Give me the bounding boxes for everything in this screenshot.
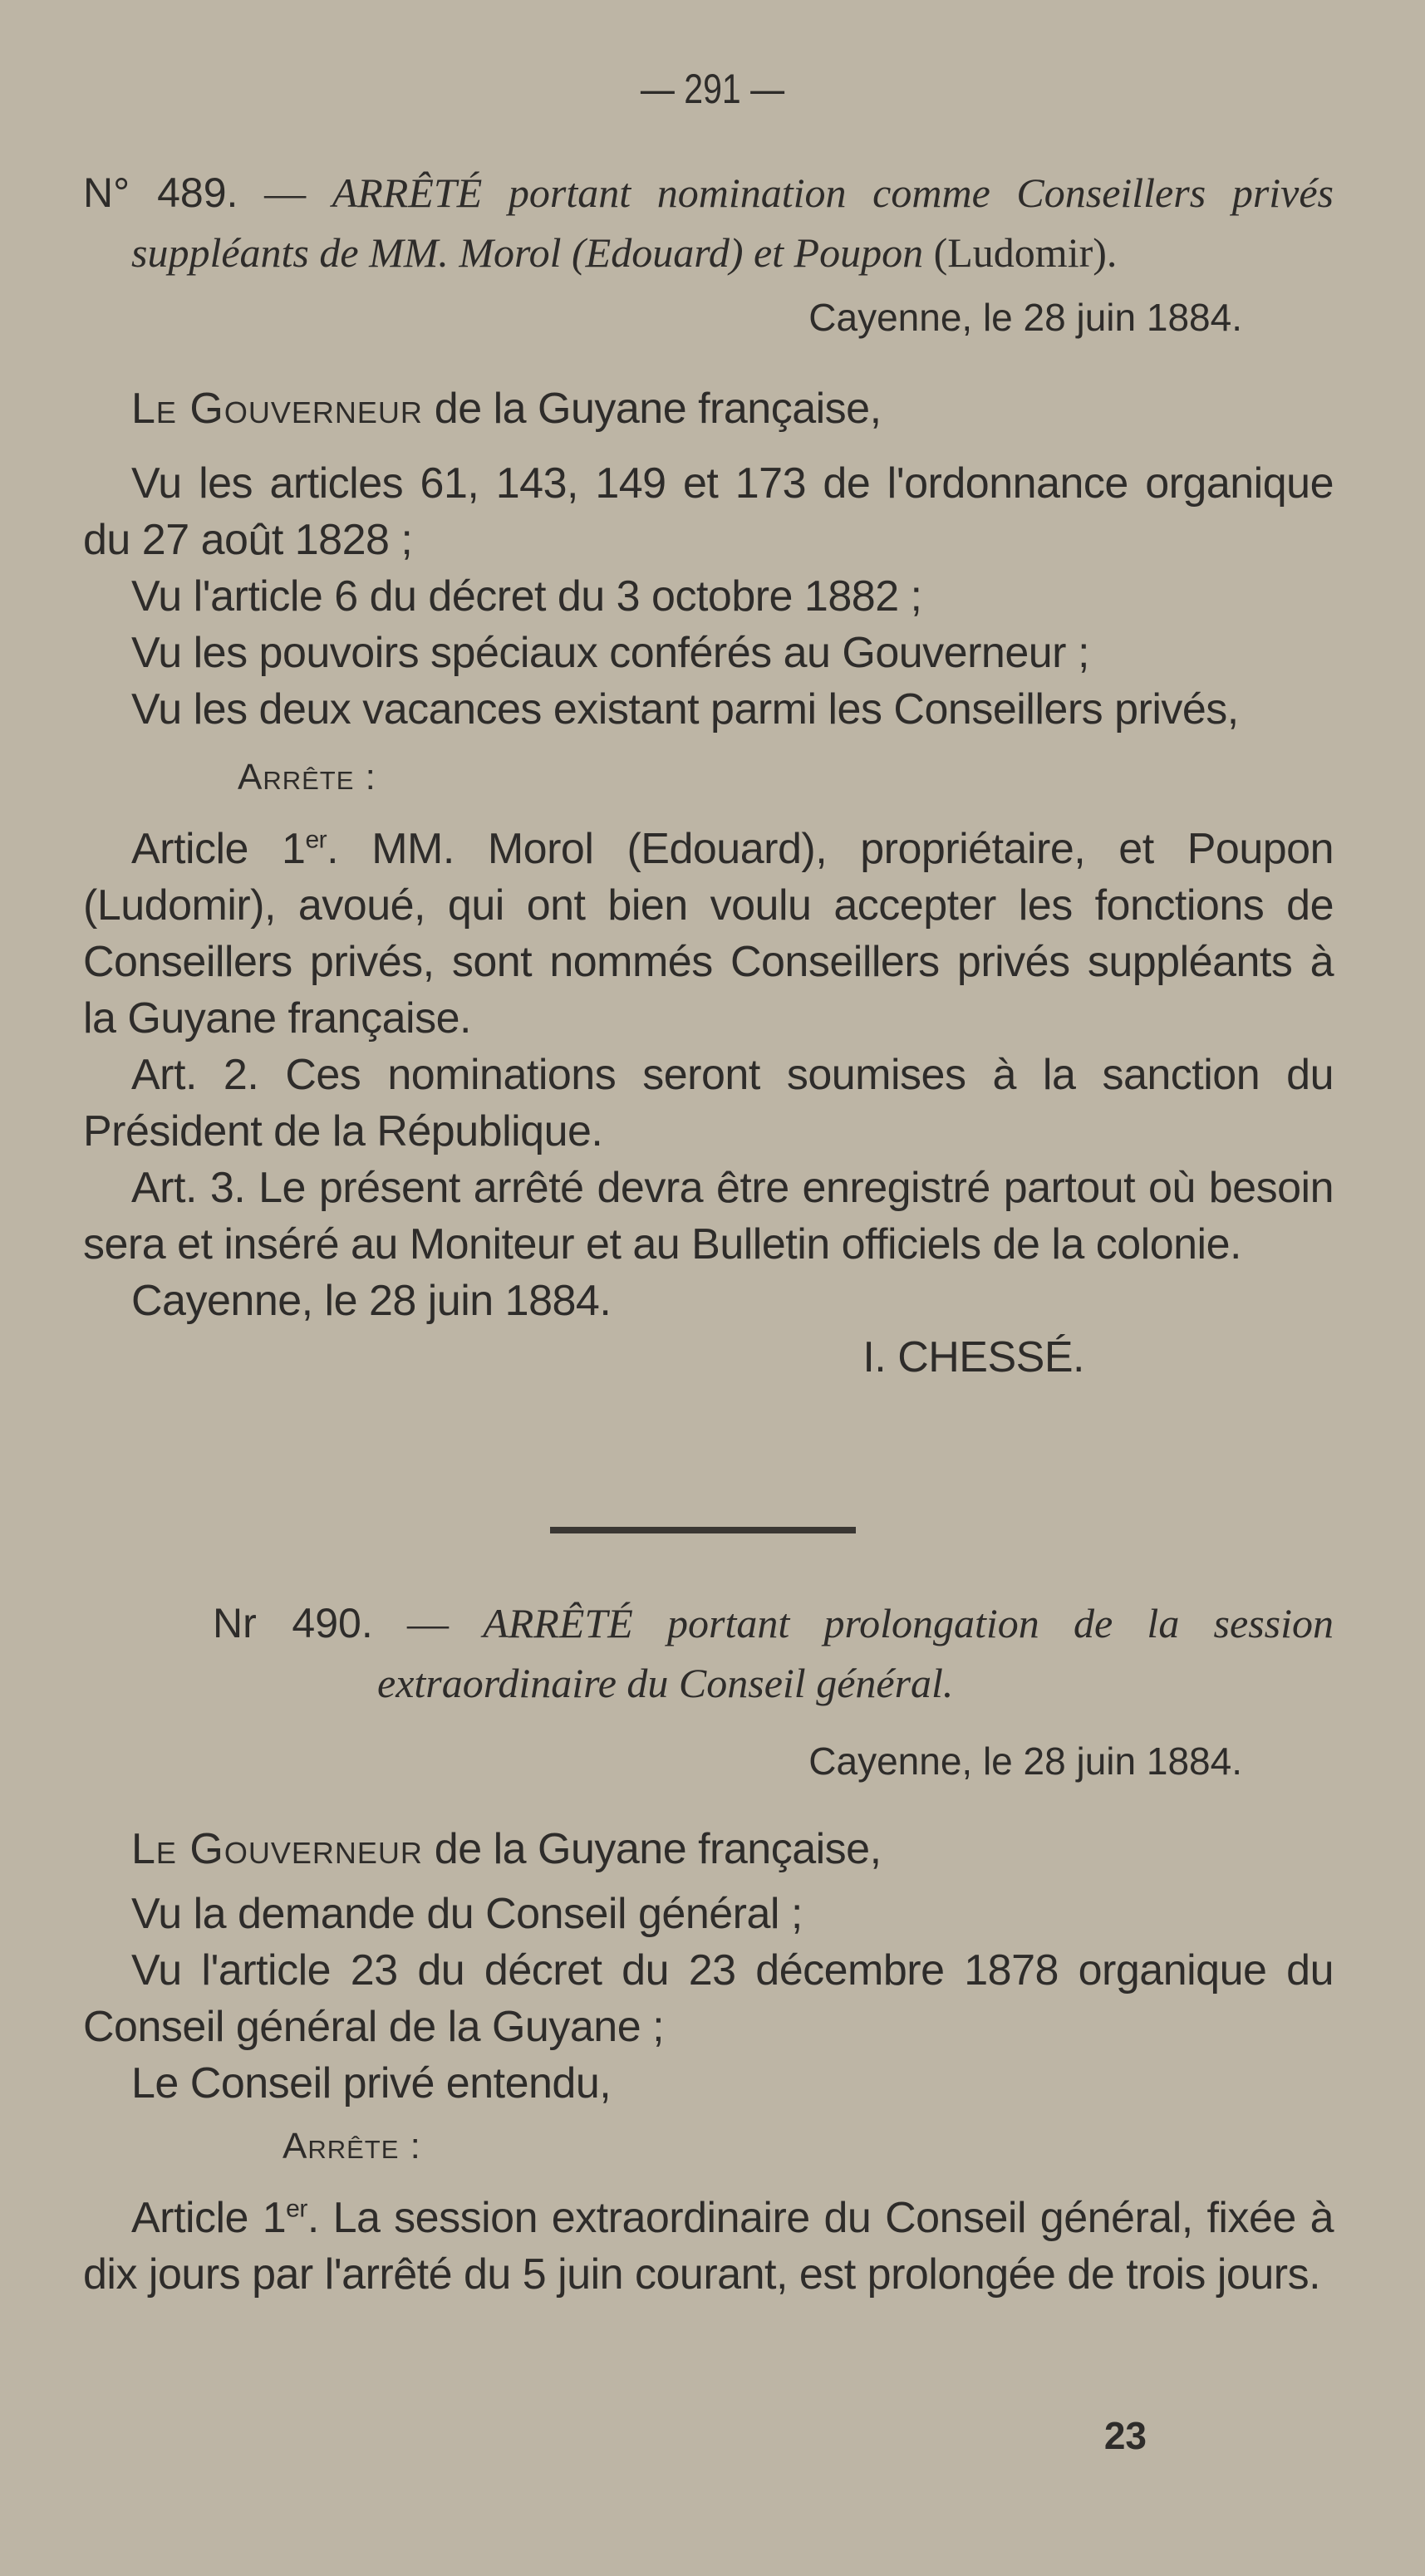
section-divider	[550, 1527, 856, 1533]
arrete-490-title-line2: extraordinaire du Conseil général.	[377, 1660, 954, 1706]
arrete-489-title-line1: ARRÊTÉ portant nomination comme Conseillers	[332, 169, 1206, 216]
arrete-490-arrete-label: Arrête :	[283, 2126, 421, 2166]
signature-mark: 23	[1103, 2414, 1147, 2457]
arrete-489	[83, 163, 1334, 1386]
arrete-489-arrete-label: Arrête :	[238, 757, 376, 797]
arrete-490-heading: Nr 490. — ARRÊTÉ portant prolongation de la session extraordinaire du Conseil général.	[213, 1600, 1334, 1706]
arrete-489-article-1: Article 1er. MM. Morol (Edouard), propriétaire, et Poupon (Ludomir), avoué, qui ont bien voulu accepter les fonctions de Conseillers privés, sont nommés Conseillers privés suppléants à la Guyane française.	[83, 825, 1334, 1043]
arrete-490-place-date: Cayenne, le 28 juin 1884.	[808, 1739, 1242, 1783]
arrete-489-article-3: Art. 3. Le présent arrêté devra être enregistré partout où besoin sera et inséré au Moniteur et au Bulletin officiels de la colonie.	[83, 1164, 1334, 1268]
arrete-489-vu-2: Vu l'article 6 du décret du 3 octobre 1882 ;	[131, 572, 922, 621]
arrete-489-closing-date: Cayenne, le 28 juin 1884.	[131, 1277, 612, 1325]
arrete-490-governor: Le Gouverneur de la Guyane française,	[131, 1825, 882, 1873]
arrete-490	[83, 1593, 1334, 2303]
arrete-489-place-date: Cayenne, le 28 juin 1884.	[808, 296, 1242, 339]
arrete-489-article-2: Art. 2. Ces nominations seront soumises à la sanction du Président de la République.	[83, 1051, 1334, 1156]
arrete-489-number: N° 489.	[83, 169, 238, 216]
arrete-489-vu-3: Vu les pouvoirs spéciaux conférés au Gouverneur ;	[131, 629, 1089, 677]
arrete-490-vu-3: Le Conseil privé entendu,	[131, 2059, 612, 2107]
arrete-490-vu-1: Vu la demande du Conseil général ;	[131, 1890, 803, 1938]
arrete-489-vu-1: Vu les articles 61, 143, 149 et 173 de l'ordonnance organique du 27 août 1828 ;	[83, 459, 1334, 564]
arrete-490-title-line1: ARRÊTÉ portant prolongation de la session	[483, 1600, 1334, 1646]
arrete-489-title-line3: (Ludomir).	[933, 229, 1118, 276]
arrete-490-vu-2: Vu l'article 23 du décret du 23 décembre 1878 organique du Conseil général de la Guyane ;	[83, 1946, 1334, 2051]
arrete-489-title-line2: privés suppléants de MM. Morol (Edouard) et Poupon	[131, 169, 1334, 276]
arrete-489-vu-4: Vu les deux vacances existant parmi les Conseillers privés,	[131, 685, 1239, 734]
arrete-489-governor: Le Gouverneur de la Guyane française,	[131, 385, 882, 433]
arrete-490-number: Nr 490.	[213, 1600, 373, 1646]
arrete-489-signature: I. CHESSÉ.	[862, 1333, 1084, 1381]
arrete-490-article-1: Article 1er. La session extraordinaire du Conseil général, fixée à dix jours par l'arrêté du 5 juin courant, est prolongée de trois jours.	[83, 2194, 1334, 2299]
page-number: — 291 —	[640, 66, 785, 112]
arrete-489-heading: N° 489. — ARRÊTÉ portant nomination comme Conseillers privés suppléants de MM. Morol (Edouard) et Poupon (Ludomir).	[83, 169, 1334, 276]
